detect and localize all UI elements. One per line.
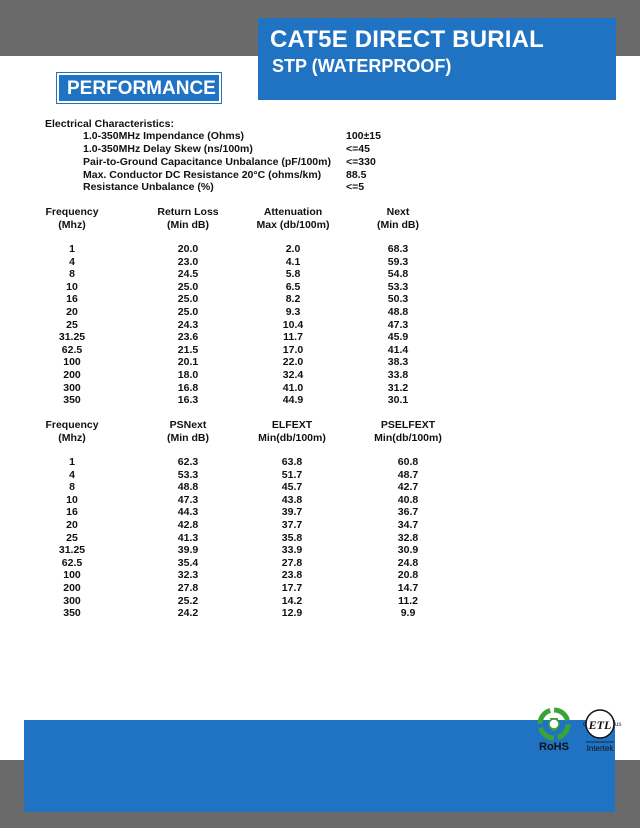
table-cell: 62.5	[61, 556, 83, 569]
table-cell: 350	[63, 607, 81, 620]
table-cell: 48.7	[397, 468, 419, 481]
table-cell: 23.0	[177, 255, 199, 268]
table-cell: 41.0	[282, 381, 304, 394]
table-cell: 11.2	[398, 594, 418, 607]
table-cell: 22.0	[282, 356, 304, 369]
table-cell: 11.7	[283, 331, 303, 344]
table-cell: 33.8	[387, 369, 409, 381]
table-cell: 31.25	[58, 331, 86, 344]
electrical-item-label: Max. Conductor DC Resistance 20°C (ohms/km)	[83, 169, 322, 181]
electrical-item-value: 100±15	[346, 130, 381, 142]
electrical-item-value: <=45	[346, 143, 370, 155]
table-cell: 39.7	[281, 506, 303, 519]
table-cell: 31.2	[387, 381, 409, 394]
rohs-text: RoHS	[539, 741, 569, 753]
table-cell: 35.8	[281, 531, 303, 544]
table-cell: 14.7	[397, 582, 419, 594]
table-cell: 54.8	[387, 268, 409, 281]
table-cell: 16	[66, 293, 78, 306]
table-cell: 5.8	[285, 268, 301, 281]
table-cell: 59.3	[387, 255, 409, 268]
table-cell: 42.7	[397, 481, 419, 494]
table-cell: 44.9	[282, 394, 304, 407]
table-cell: 8	[69, 481, 75, 494]
table-header-cell: Min(db/100m)	[258, 432, 326, 444]
table-cell: 25.0	[177, 306, 199, 318]
table-cell: 45.9	[387, 331, 409, 344]
table-cell: 12.9	[281, 607, 303, 620]
table-cell: 39.9	[177, 544, 199, 557]
table-cell: 17.7	[281, 582, 303, 594]
table-cell: 1	[69, 456, 75, 468]
table-cell: 4	[69, 255, 75, 268]
table-cell: 300	[63, 594, 81, 607]
table-cell: 23.6	[177, 331, 199, 344]
table-cell: 48.8	[387, 306, 409, 318]
table-cell: 1	[69, 243, 75, 255]
table-cell: 16.8	[177, 381, 199, 394]
table-cell: 200	[63, 582, 81, 594]
table-header-cell: ELFEXT	[271, 419, 313, 431]
table-cell: 4.1	[285, 255, 301, 268]
table-cell: 24.3	[177, 318, 199, 331]
electrical-item-label: 1.0-350MHz Delay Skew (ns/100m)	[83, 143, 253, 155]
table-cell: 60.8	[397, 456, 419, 468]
table-cell: 32.8	[397, 531, 419, 544]
table-cell: 20.8	[397, 569, 419, 582]
table-cell: 37.7	[281, 519, 303, 531]
table-cell: 35.4	[177, 556, 199, 569]
electrical-item-value: 88.5	[346, 169, 367, 181]
table-header-cell: Max (db/100m)	[256, 219, 330, 231]
title-box	[258, 18, 616, 100]
table-cell: 50.3	[387, 293, 409, 306]
table-header-cell: (Mhz)	[58, 219, 86, 231]
table-cell: 9.9	[400, 607, 416, 620]
table-cell: 16.3	[177, 394, 199, 407]
table-cell: 48.8	[177, 481, 199, 494]
table-cell: 32.3	[177, 569, 199, 582]
table-cell: 23.8	[281, 569, 303, 582]
table-cell: 20	[66, 306, 78, 318]
table-cell: 20	[66, 519, 78, 531]
electrical-item-label: Resistance Unbalance (%)	[83, 181, 214, 193]
page-title: CAT5E DIRECT BURIAL	[270, 26, 545, 53]
table-cell: 44.3	[177, 506, 199, 519]
table-header-cell: PSELFEXT	[380, 419, 436, 431]
table-header-cell: Frequency	[45, 419, 99, 431]
table-cell: 24.8	[397, 556, 419, 569]
table-cell: 32.4	[282, 369, 304, 381]
table-cell: 10.4	[282, 318, 304, 331]
table-cell: 45.7	[281, 481, 303, 494]
table-cell: 34.7	[397, 519, 419, 531]
table-cell: 38.3	[387, 356, 409, 369]
table-cell: 8.2	[285, 293, 301, 306]
table-cell: 47.3	[387, 318, 409, 331]
table-cell: 21.5	[177, 343, 199, 356]
table-cell: 43.8	[281, 493, 303, 506]
electrical-item-label: 1.0-350MHz Impendance (Ohms)	[83, 130, 245, 142]
table-cell: 41.3	[177, 531, 199, 544]
table-cell: 8	[69, 268, 75, 281]
table-cell: 62.3	[177, 456, 199, 468]
electrical-item-value: <=5	[346, 181, 365, 193]
table-cell: 63.8	[281, 456, 303, 468]
table-cell: 25.0	[177, 280, 199, 293]
table-cell: 10	[66, 280, 78, 293]
electrical-item-value: <=330	[346, 156, 376, 168]
table-cell: 25	[66, 318, 78, 331]
table-cell: 24.2	[177, 607, 199, 620]
table-cell: 41.4	[387, 343, 409, 356]
table-cell: 16	[66, 506, 78, 519]
table-cell: 100	[63, 356, 81, 369]
table-cell: 68.3	[387, 243, 409, 255]
table-cell: 100	[63, 569, 81, 582]
table-cell: 20.1	[177, 356, 199, 369]
etl-c-text: c	[583, 722, 586, 728]
etl-us-text: us	[615, 722, 622, 728]
table-cell: 27.8	[177, 582, 199, 594]
table-cell: 300	[63, 381, 81, 394]
table-cell: 17.0	[282, 343, 304, 356]
table-header-cell: Return Loss	[157, 206, 219, 218]
table-cell: 2.0	[285, 243, 301, 255]
table-cell: 18.0	[177, 369, 199, 381]
table-cell: 53.3	[177, 468, 199, 481]
table-cell: 9.3	[285, 306, 301, 318]
table-header-cell: Attenuation	[263, 206, 323, 218]
electrical-item-label: Pair-to-Ground Capacitance Unbalance (pF/100m)	[83, 156, 331, 168]
table-cell: 350	[63, 394, 81, 407]
table-cell: 25.0	[177, 293, 199, 306]
table-cell: 47.3	[177, 493, 199, 506]
etl-text: ETL	[588, 718, 612, 732]
certification-logos	[528, 704, 628, 758]
table-cell: 25.2	[177, 594, 199, 607]
table-cell: 62.5	[61, 343, 83, 356]
table-header-cell: Min(db/100m)	[374, 432, 442, 444]
table-header-cell: (Min dB)	[167, 432, 209, 444]
table-cell: 36.7	[397, 506, 419, 519]
page-subtitle: STP (WATERPROOF)	[272, 56, 452, 76]
electrical-title: Electrical Characteristics:	[45, 118, 174, 130]
table-header-cell: Next	[386, 206, 410, 218]
section-label-text: PERFORMANCE	[67, 78, 216, 99]
table-cell: 6.5	[285, 280, 301, 293]
rohs-logo	[539, 710, 569, 753]
etl-logo	[583, 710, 621, 753]
footer-blue-block	[24, 720, 615, 812]
table-cell: 53.3	[387, 280, 409, 293]
table-cell: 31.25	[58, 544, 86, 557]
intertek-text: Intertek	[586, 744, 614, 753]
table-cell: 30.1	[387, 394, 409, 407]
table-cell: 14.2	[281, 594, 303, 607]
table-cell: 42.8	[177, 519, 199, 531]
table-cell: 20.0	[177, 243, 199, 255]
table-cell: 33.9	[281, 544, 303, 557]
table-cell: 4	[69, 468, 75, 481]
table-cell: 25	[66, 531, 78, 544]
table-header-cell: (Mhz)	[58, 432, 86, 444]
table-cell: 40.8	[397, 493, 419, 506]
table-header-cell: (Min dB)	[377, 219, 419, 231]
table-cell: 30.9	[397, 544, 419, 557]
table-cell: 10	[66, 493, 78, 506]
table-header-cell: (Min dB)	[167, 219, 209, 231]
table-cell: 24.5	[177, 268, 199, 281]
table-cell: 51.7	[281, 468, 303, 481]
table-header-cell: Frequency	[45, 206, 99, 218]
section-label	[57, 73, 221, 103]
table-cell: 27.8	[281, 556, 303, 569]
table-cell: 200	[63, 369, 81, 381]
table-header-cell: PSNext	[169, 419, 207, 431]
